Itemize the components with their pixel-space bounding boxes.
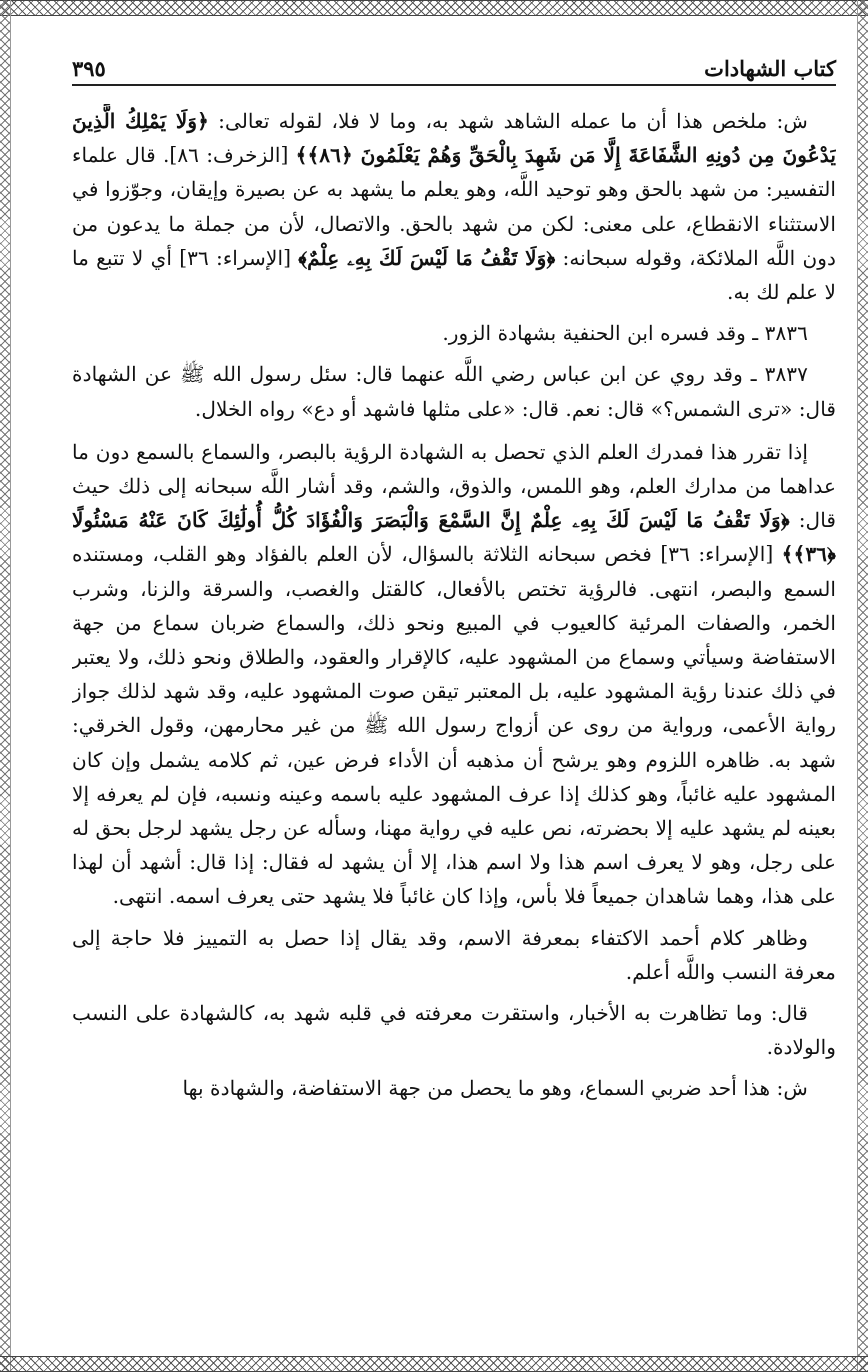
text-segment: ٣٨٣٦ ـ وقد فسره ابن الحنفية بشهادة الزور. — [442, 321, 808, 346]
quran-verse: ﴿وَلَا يَمْلِكُ الَّذِينَ يَدْعُونَ مِن دُونِهِ الشَّفَاعَةَ إِلَّا مَن شَهِدَ بِالْحَقِّ وَهُمْ يَعْلَمُونَ ﴿٨٦﴾﴾ — [72, 109, 836, 168]
page-number: ٣٩٥ — [72, 55, 106, 81]
paragraph — [72, 357, 836, 425]
paragraph — [72, 921, 836, 989]
decorative-border-left — [0, 0, 11, 1372]
text-segment: إذا تقرر هذا فمدرك العلم الذي تحصل به الشهادة الرؤية بالبصر، والسماع بالسمع دون ما عداهما من مدارك العلم، وهو اللمس، والذوق، والشم، وقد أشار اللَّه سبحانه إلى ذلك حيث قال: — [72, 439, 836, 533]
quran-verse: ﴿وَلَا تَقْفُ مَا لَيْسَ لَكَ بِهِۦ عِلْمٌ إِنَّ السَّمْعَ وَالْبَصَرَ وَالْفُؤَادَ كُلُّ أُولَٰئِكَ كَانَ عَنْهُ مَسْئُولًا ﴿٣٦﴾﴾ — [72, 508, 836, 567]
quran-verse: ﴿وَلَا تَقْفُ مَا لَيْسَ لَكَ بِهِۦ عِلْمٌ﴾ — [298, 245, 556, 270]
text-segment: قال: وما تظاهرت به الأخبار، واستقرت معرفته في قلبه شهد به، كالشهادة على النسب والولادة. — [72, 1001, 836, 1060]
paragraph — [72, 996, 836, 1064]
text-segment: [الإسراء: ٣٦] فخص سبحانه الثلاثة بالسؤال، لأن العلم بالفؤاد وهو القلب، ومستنده السمع والبصر، انتهى. فالرؤية تختص بالأفعال، كالقتل والغصب، والسرقة والزنا، وشرب الخمر، والصفات المرئية كالعيوب في المبيع ونحو ذلك، والسماع ضربان سماع من جهة الاستفاضة وسيأتي وسماع من المشهود عليه، كالإقرار والعقود، والطلاق ونحو ذلك، ولا يعتبر في ذلك عندنا رؤية المشهود عليه، بل المعتبر تيقن صوت المشهود عليه، وقد شهد لذلك جواز رواية الأعمى، ورواية من روى عن أزواج رسول الله ﷺ من غير محارمهن، وقول الخرقي: شهد به. ظاهره اللزوم وهو يرشح أن مذهبه أن الأداء فرض عين، ثم كلامه يشمل وإن كان المشهود عليه غائباً، وهو كذلك إذا عرف المشهود عليه باسمه وعينه ونسبه، فإن لم يعرفه إلا بعينه لم يشهد عليه إلا بحضرته، نص عليه في رواية مهنا، وسأله عن رجل يشهد لرجل بحق له على رجل، وهو لا يعرف اسم هذا ولا اسم هذا، إلا أن يشهد له فقال: إذا قال: أشهد أن لهذا على هذا، وهما شاهدان جميعاً فلا بأس، وإذا كان غائباً فلا يشهد حتى يعرف اسمه. انتهى. — [72, 542, 836, 909]
decorative-border-right — [857, 0, 868, 1372]
decorative-border-bottom — [0, 1356, 868, 1372]
text-segment: [الإسراء: ٣٦] أي لا تتبع ما لا علم لك به. — [72, 245, 836, 305]
running-title: كتاب الشهادات — [704, 55, 836, 81]
text-segment: [الزخرف: ٨٦]. قال علماء التفسير: من شهد بالحق وهو توحيد اللَّه، وهو يعلم ما يشهد به عن بصيرة وإيقان، وجوّزوا في الاستثناء الانقطاع، على معنى: لكن من شهد بالحق. والاتصال، لأن من جملة ما يدعون من دون اللَّه الملائكة، وقوله سبحانه: — [72, 143, 836, 270]
text-segment: وظاهر كلام أحمد الاكتفاء بمعرفة الاسم، وقد يقال إذا حصل به التمييز فلا حاجة إلى معرفة النسب واللَّه أعلم. — [72, 925, 836, 984]
paragraph — [72, 104, 836, 309]
page-header — [72, 52, 836, 86]
text-segment: ٣٨٣٧ ـ وقد روي عن ابن عباس رضي اللَّه عنهما قال: سئل رسول الله ﷺ عن الشهادة قال: «ترى الشمس؟» قال: نعم. قال: «على مثلها فاشهد أو دع» رواه الخلال. — [72, 362, 836, 421]
decorative-border-top — [0, 0, 868, 16]
text-segment: ش: ملخص هذا أن ما عمله الشاهد شهد به، وما لا فلا، لقوله تعالى: — [208, 109, 808, 133]
paragraph — [72, 435, 836, 914]
page-body — [72, 104, 836, 1352]
text-segment: ش: هذا أحد ضربي السماع، وهو ما يحصل من جهة الاستفاضة، والشهادة بها — [182, 1076, 808, 1101]
paragraph — [72, 1071, 836, 1105]
paragraph — [72, 316, 836, 350]
